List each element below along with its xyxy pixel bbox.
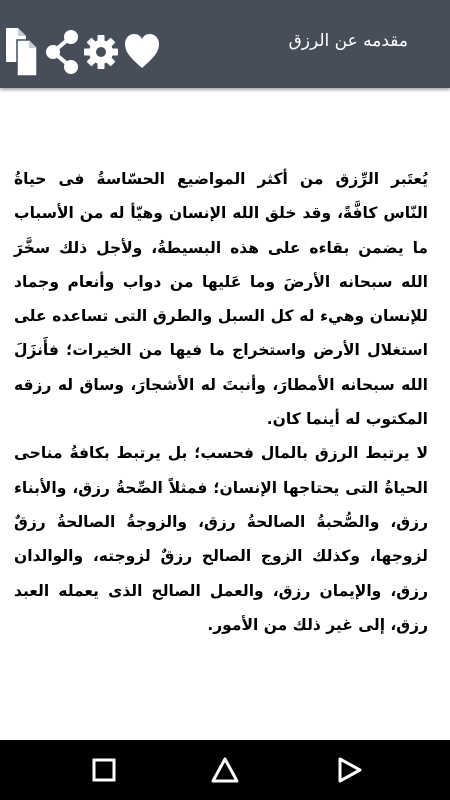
article-paragraph-2: لا يرتبط الرزق بالمال فحسب؛ بل يرتبط بكافةُ مناحى الحياةُ التى يحتاجها الإنسان؛ فمثلاً الصِّحةُ رزق، والأبناء رزق، والصُّحبةُ الصالحةُ رزق، والزوجةُ الصالحةُ رزقٌ لزوجها، وكذلك الزوج الصالح رزقٌ لزوجته، والوالدان رزق، والإيمان رزق، والعمل الصالح الذى يعمله العبد رزق، إلى غير ذلك من الأمور. xyxy=(14,444,428,634)
article-paragraph-1: يُعتَبر الرِّزق من أكثر المواضيع الحسّاسةُ فى حياةُ النّاس كافَّةً، وقد خلق الله الإنسان وهيّأ له من الأسباب ما يضمن بقاءه على هذه البسيطةُ، ولأجل ذلك سخَّرَ الله سبحانه الأرضَ وما عَليها من دواب وأنعام وجماد للإنسان وهيء له كل السبل والطرق التى تساعده على استغلال الأرض واستخراج ما فيها من الخيرات؛ فأَنزَلَ الله سبحانه الأمطارَ، وأنبتَ له الأشجارَ، وساق له رزقه المكتوب له أينما كان. xyxy=(14,170,428,429)
heart-icon[interactable] xyxy=(124,28,160,76)
system-navigation-bar xyxy=(0,740,450,800)
back-triangle-icon[interactable] xyxy=(334,755,364,785)
recents-square-icon[interactable] xyxy=(89,755,119,785)
gear-icon[interactable] xyxy=(83,28,119,76)
page-title: مقدمه عن الرزق xyxy=(288,31,408,51)
article-body xyxy=(14,162,428,642)
home-triangle-icon[interactable] xyxy=(210,755,240,785)
app-toolbar xyxy=(0,0,450,88)
copy-icon[interactable] xyxy=(4,28,40,76)
share-icon[interactable] xyxy=(44,28,80,76)
